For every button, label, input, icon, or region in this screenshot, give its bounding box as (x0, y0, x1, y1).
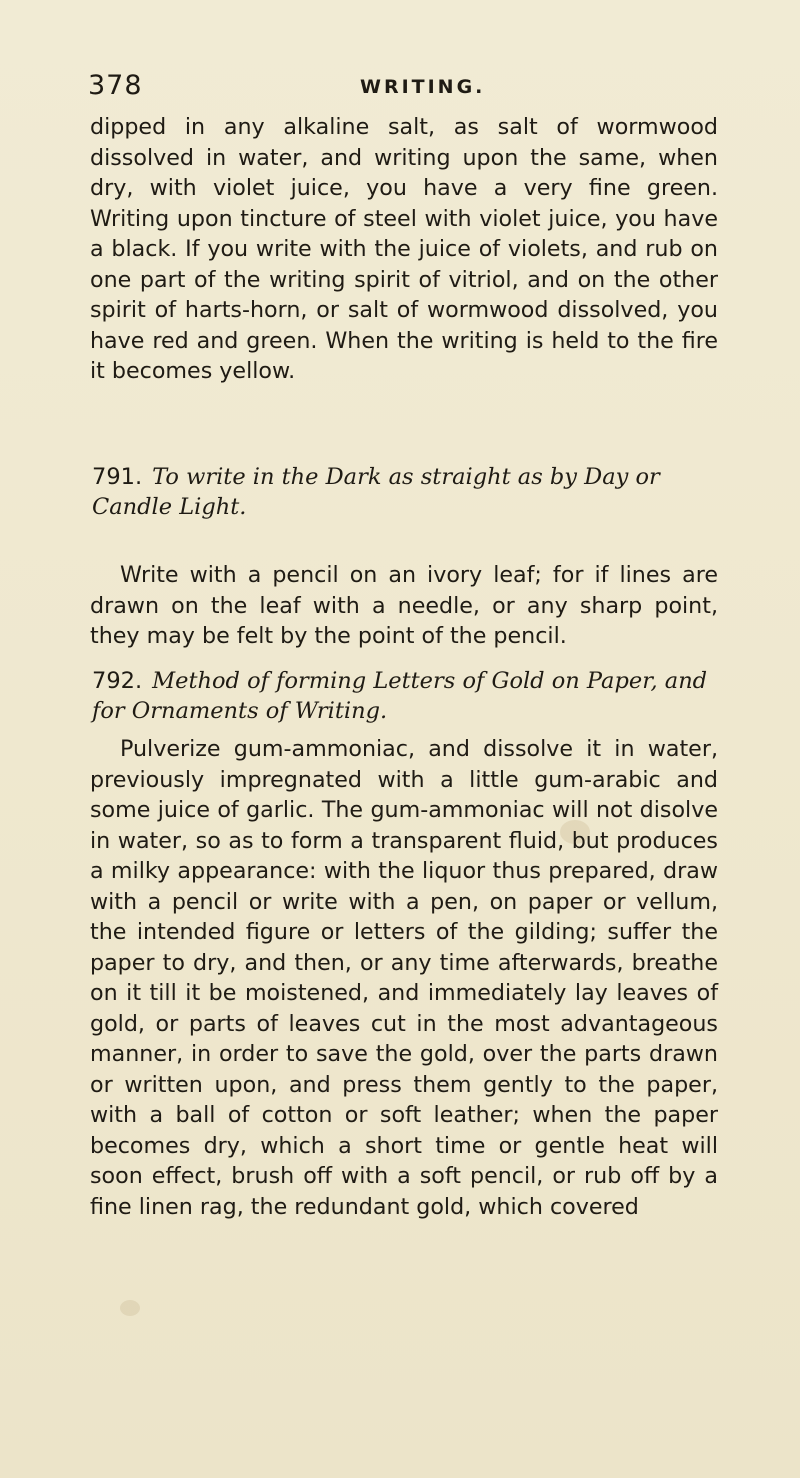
paper-stain (120, 1300, 140, 1316)
paragraph-continuation (90, 112, 718, 387)
paragraph-791 (90, 560, 718, 652)
paragraph-text: dipped in any alkaline salt, as salt of wormwood dissolved in water, and writing upon the same, when dry, with violet juice, you have a very fine green. Writing upon tincture of steel with violet juice, you have a black. If you write with the juice of violets, and rub on one part of the writing spirit of vitriol, and on the other spirit of harts-horn, or salt of wormwood dissolved, you have red and green. When the writing is held to the fire it becomes yellow. (90, 114, 718, 384)
section-number: 792. (92, 668, 143, 694)
section-heading-792 (92, 666, 722, 726)
page-number: 378 (88, 70, 143, 101)
section-number: 791. (92, 464, 143, 490)
paragraph-text: Pulverize gum-ammoniac, and dissolve it in water, previously impregnated with a little gum-arabic and some juice of garlic. The gum-ammoniac will not disolve in water, so as to form a transparent fluid, but produces a milky appearance: with the liquor thus prepared, draw with a pencil or write with a pen, on paper or vellum, the intended figure or letters of the gilding; suffer the paper to dry, and then, or any time afterwards, breathe on it till it be moistened, and immediately lay leaves of gold, or parts of leaves cut in the most advantageous manner, in order to save the gold, over the parts drawn or written upon, and press them gently to the paper, with a ball of cotton or soft leather; when the paper becomes dry, which a short time or gentle heat will soon effect, brush off with a soft pencil, or rub off by a fine linen rag, the redundant gold, which covered (90, 736, 718, 1220)
paragraph-792 (90, 734, 718, 1222)
paragraph-text: Write with a pencil on an ivory leaf; for if lines are drawn on the leaf with a needle, or any sharp point, they may be felt by the point of the pencil. (90, 562, 718, 649)
section-heading-791 (92, 462, 722, 522)
section-title: To write in the Dark as straight as by Day or Candle Light. (92, 464, 660, 520)
page-header (88, 70, 712, 106)
section-title: Method of forming Letters of Gold on Paper, and for Ornaments of Writing. (92, 668, 708, 724)
running-head: WRITING. (360, 76, 486, 98)
